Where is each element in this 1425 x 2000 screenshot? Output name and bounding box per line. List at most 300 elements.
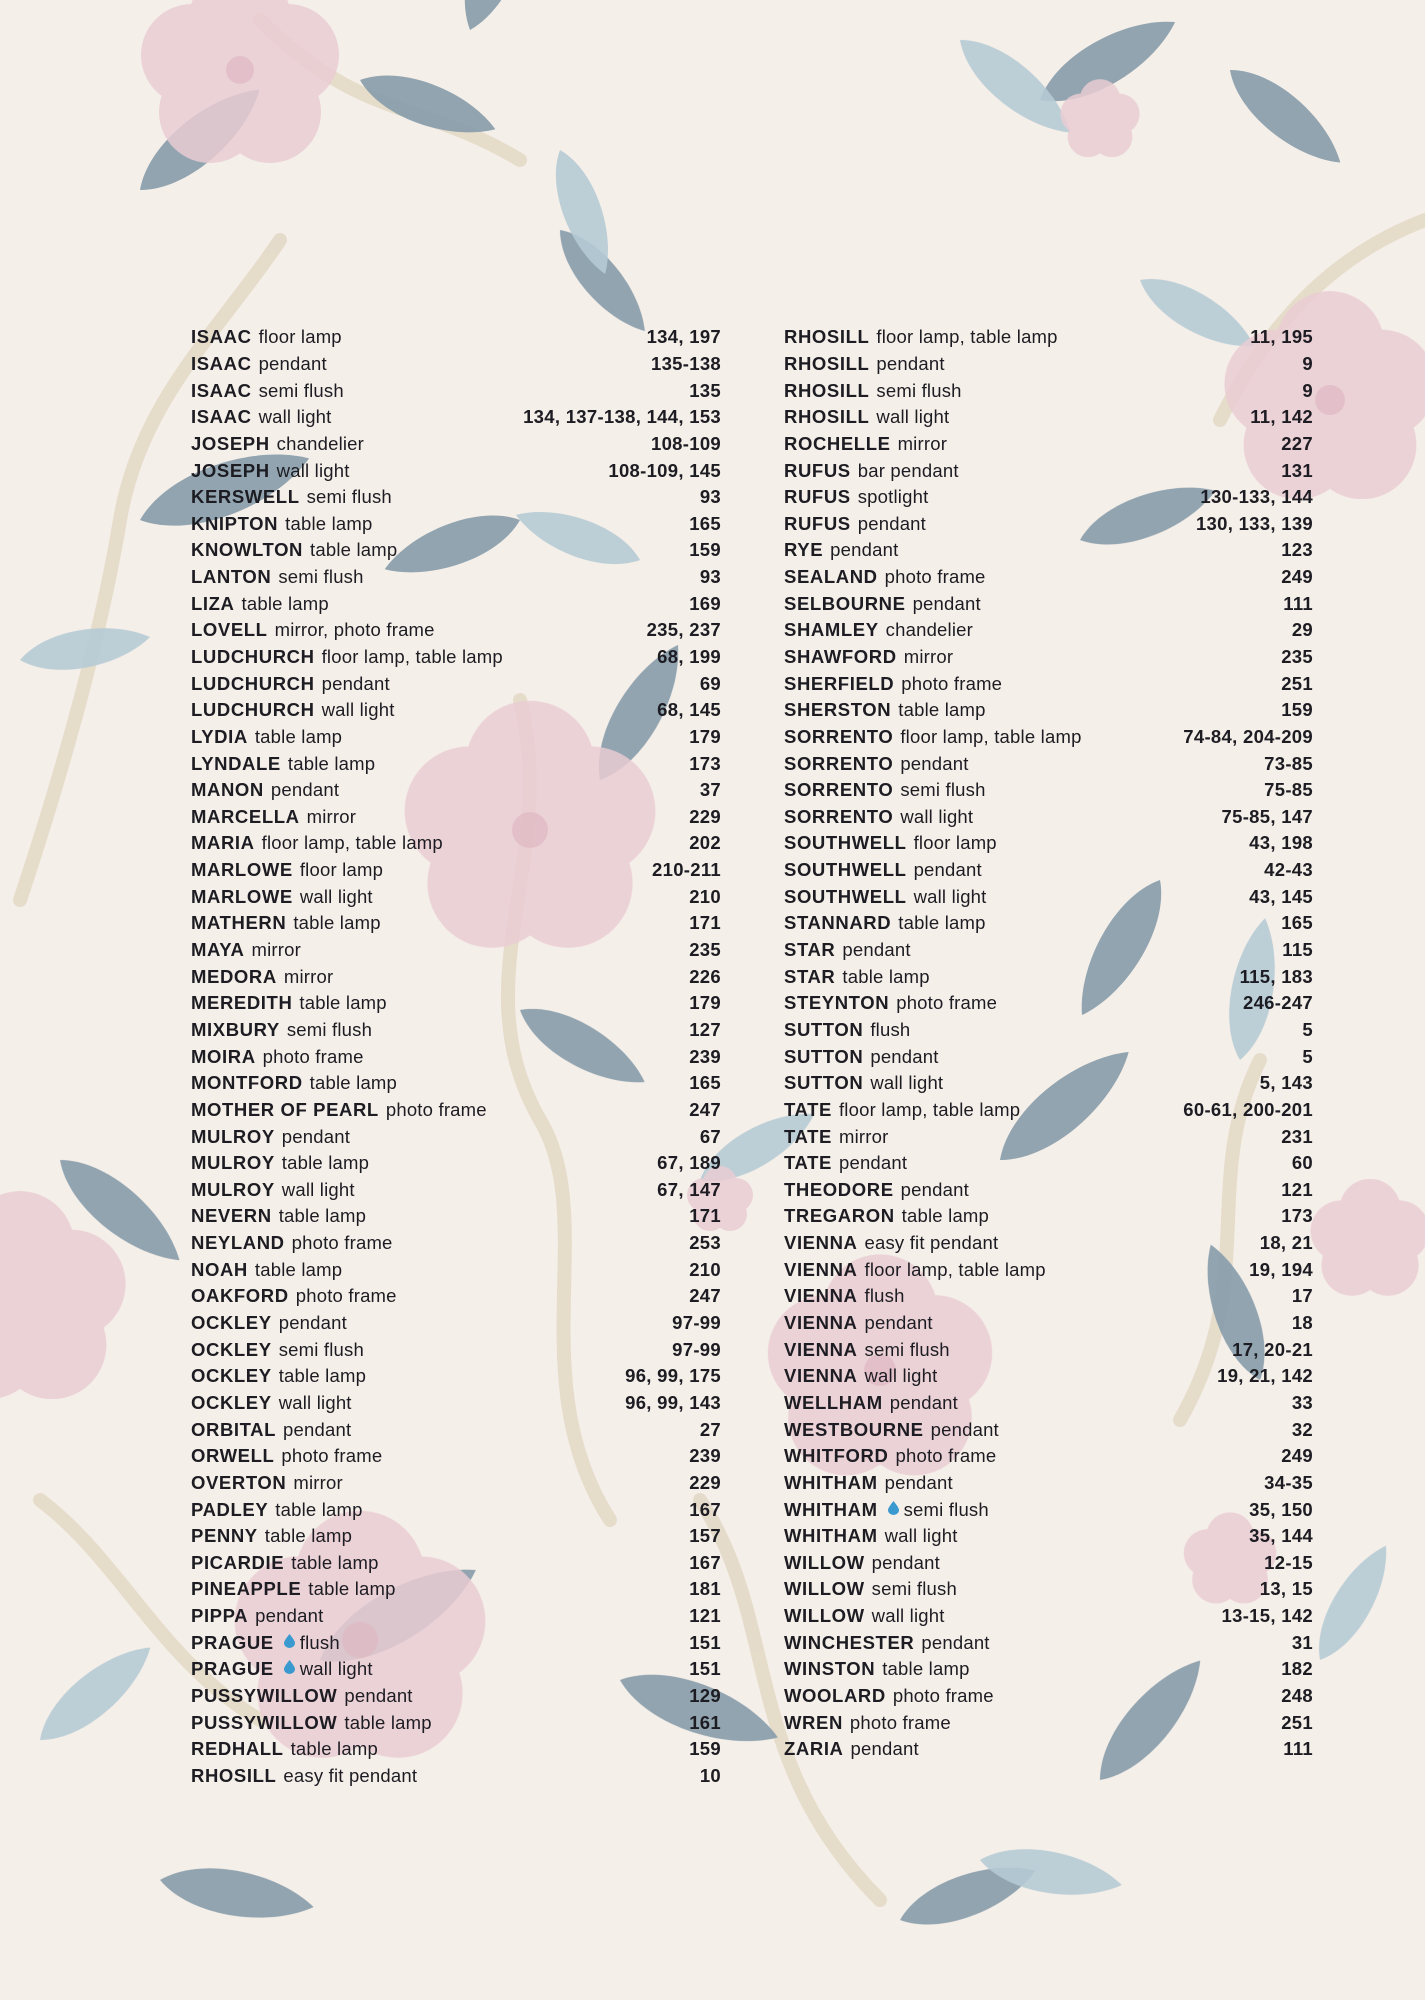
entry-label: [784, 378, 962, 404]
page-numbers: 253: [689, 1232, 721, 1254]
page-numbers: 202: [689, 832, 721, 854]
page-numbers: 75-85: [1264, 779, 1313, 801]
index-entry: [784, 1283, 1313, 1310]
bathroom-droplet-icon: [284, 1656, 295, 1682]
index-entry: [191, 1443, 721, 1470]
index-entry: [191, 1336, 721, 1363]
product-name: JOSEPH: [191, 459, 270, 481]
entry-label: [191, 1124, 350, 1150]
product-type: mirror: [293, 1471, 343, 1493]
entry-label: [784, 351, 945, 377]
product-type: table lamp: [898, 699, 986, 721]
product-type: pendant: [913, 859, 982, 881]
product-name: SORRENTO: [784, 805, 894, 827]
entry-label: [191, 1203, 366, 1229]
product-name: SOUTHWELL: [784, 832, 907, 854]
index-entry: [191, 857, 721, 884]
index-entry: [191, 1097, 721, 1124]
product-type: easy fit pendant: [864, 1232, 999, 1254]
page-numbers: 29: [1291, 619, 1313, 641]
product-type: bar pendant: [857, 459, 959, 481]
entry-label: [191, 324, 342, 350]
entry-label: [784, 937, 911, 963]
product-name: PUSSYWILLOW: [191, 1711, 338, 1733]
product-type: wall light: [258, 406, 332, 428]
product-type: semi flush: [864, 1338, 950, 1360]
product-type: table lamp: [281, 1152, 370, 1174]
product-name: SELBOURNE: [784, 592, 906, 614]
entry-label: [784, 484, 928, 510]
page-numbers: 246-247: [1243, 992, 1313, 1014]
page-numbers: 67, 147: [657, 1178, 721, 1200]
index-entry: [191, 1256, 721, 1283]
product-name: PUSSYWILLOW: [191, 1684, 338, 1706]
index-entry: [784, 1576, 1313, 1603]
product-type: pendant: [912, 592, 981, 614]
entry-label: [191, 1017, 372, 1043]
entry-label: [191, 1710, 432, 1736]
product-name: RUFUS: [784, 486, 851, 508]
index-entry: [784, 670, 1313, 697]
product-type: floor lamp, table lamp: [321, 646, 503, 667]
index-entry: [784, 617, 1313, 644]
entry-label: [191, 1310, 347, 1336]
entry-label: [191, 1683, 413, 1709]
product-type: table lamp: [285, 512, 373, 534]
index-entry: [784, 1390, 1313, 1417]
product-name: MARCELLA: [191, 805, 300, 827]
product-name: RYE: [784, 539, 824, 561]
product-type: flush: [864, 1285, 905, 1307]
index-entry: [191, 937, 721, 964]
entry-label: [784, 644, 953, 670]
product-type: wall light: [299, 1658, 373, 1680]
product-name: MOIRA: [191, 1045, 256, 1067]
index-entry: [191, 670, 721, 697]
page-numbers: 97-99: [672, 1312, 721, 1334]
entry-label: [191, 937, 301, 963]
index-entry: [191, 617, 721, 644]
product-type: floor lamp, table lamp: [876, 326, 1058, 348]
product-name: MIXBURY: [191, 1018, 280, 1040]
page-numbers: 60-61, 200-201: [1183, 1098, 1313, 1120]
entry-label: [784, 1097, 1020, 1123]
page-numbers: 239: [689, 1445, 721, 1467]
page-numbers: 229: [689, 805, 721, 827]
page-numbers: 173: [1281, 1205, 1313, 1227]
product-type: table lamp: [290, 1738, 378, 1760]
index-entry: [784, 750, 1313, 777]
product-name: WILLOW: [784, 1578, 865, 1600]
product-type: wall light: [864, 1365, 938, 1387]
page-numbers: 127: [689, 1018, 721, 1040]
page-numbers: 134, 137-138, 144, 153: [523, 406, 721, 428]
index-entry: [191, 484, 721, 511]
product-name: MOTHER OF PEARL: [191, 1098, 379, 1120]
product-type: table lamp: [299, 992, 387, 1014]
page-numbers: 37: [699, 779, 721, 801]
product-name: SHAMLEY: [784, 619, 879, 641]
page-numbers: 27: [699, 1418, 721, 1440]
product-type: flush: [870, 1018, 911, 1040]
index-entry: [784, 963, 1313, 990]
index-entry: [191, 1470, 721, 1497]
product-type: photo frame: [896, 992, 998, 1014]
page-numbers: 157: [689, 1525, 721, 1547]
product-name: ISAAC: [191, 406, 252, 428]
product-name: VIENNA: [784, 1338, 858, 1360]
page-numbers: 12-15: [1264, 1551, 1313, 1573]
entry-label: [191, 1523, 352, 1549]
product-name: PRAGUE: [191, 1631, 274, 1653]
product-name: VIENNA: [784, 1312, 858, 1334]
page-numbers: 73-85: [1264, 752, 1313, 774]
index-entry: [191, 1576, 721, 1603]
page-numbers: 249: [1281, 566, 1313, 588]
entry-label: [784, 751, 969, 777]
page-numbers: 43, 198: [1249, 832, 1313, 854]
page-numbers: 161: [689, 1711, 721, 1733]
product-type: photo frame: [895, 1445, 997, 1467]
product-name: MONTFORD: [191, 1072, 303, 1094]
product-type: table lamp: [275, 1498, 363, 1520]
page-numbers: 179: [689, 992, 721, 1014]
product-type: chandelier: [276, 432, 365, 454]
page-numbers: 97-99: [672, 1338, 721, 1360]
product-name: ORBITAL: [191, 1418, 277, 1440]
page-numbers: 134, 197: [646, 326, 721, 348]
index-entry: [191, 1177, 721, 1204]
entry-label: [784, 830, 997, 856]
page-numbers: 93: [699, 486, 721, 508]
entry-label: [191, 1470, 343, 1496]
entry-label: [784, 404, 949, 430]
index-entry: [191, 1230, 721, 1257]
page-numbers: 210: [689, 1258, 721, 1280]
product-name: JOSEPH: [191, 432, 270, 454]
entry-label: [784, 697, 986, 723]
product-name: SOUTHWELL: [784, 859, 907, 881]
product-name: SOUTHWELL: [784, 885, 907, 907]
entry-label: [784, 1656, 970, 1682]
product-name: REDHALL: [191, 1738, 284, 1760]
page-numbers: 74-84, 204-209: [1183, 725, 1313, 747]
entry-label: [191, 1550, 379, 1576]
entry-label: [784, 1523, 958, 1549]
entry-label: [784, 990, 997, 1016]
entry-label: [191, 671, 390, 697]
entry-label: [191, 1443, 382, 1469]
entry-label: [784, 591, 981, 617]
entry-label: [191, 1363, 366, 1389]
product-type: easy fit pendant: [283, 1764, 418, 1786]
index-entry: [784, 1230, 1313, 1257]
product-type: table lamp: [901, 1205, 990, 1227]
entry-label: [784, 537, 898, 563]
product-type: semi flush: [258, 379, 344, 401]
product-name: LOVELL: [191, 619, 268, 641]
product-name: THEODORE: [784, 1178, 894, 1200]
entry-label: [784, 1603, 945, 1629]
product-type: table lamp: [254, 725, 343, 747]
entry-label: [784, 671, 1002, 697]
product-type: photo frame: [281, 1445, 383, 1467]
index-entry: [191, 1070, 721, 1097]
product-name: OCKLEY: [191, 1312, 272, 1334]
bathroom-droplet-icon: [284, 1630, 295, 1656]
product-type: pendant: [884, 1471, 953, 1493]
page-numbers: 135: [689, 379, 721, 401]
page-numbers: 167: [689, 1498, 721, 1520]
page-numbers: 210: [689, 885, 721, 907]
product-type: pendant: [283, 1418, 352, 1440]
index-entry: [784, 1656, 1313, 1683]
product-name: ISAAC: [191, 352, 252, 374]
index-entry: [191, 750, 721, 777]
index-entry: [191, 1043, 721, 1070]
product-name: OCKLEY: [191, 1338, 272, 1360]
page-numbers: 96, 99, 175: [625, 1365, 721, 1387]
product-name: MANON: [191, 779, 264, 801]
page-numbers: 68, 145: [657, 699, 721, 721]
product-name: LANTON: [191, 566, 272, 588]
product-name: STAR: [784, 939, 836, 961]
product-name: MARLOWE: [191, 885, 293, 907]
index-entry: [784, 457, 1313, 484]
product-type: floor lamp, table lamp: [261, 832, 443, 854]
product-name: SORRENTO: [784, 752, 894, 774]
page-numbers: 35, 150: [1249, 1498, 1313, 1520]
index-entry: [191, 1363, 721, 1390]
entry-label: [191, 1576, 396, 1602]
product-type: photo frame: [295, 1285, 397, 1307]
page-numbers: 227: [1281, 432, 1313, 454]
index-entry: [784, 1150, 1313, 1177]
product-type: table lamp: [241, 592, 329, 614]
index-entry: [191, 564, 721, 591]
product-type: mirror: [838, 1125, 889, 1147]
page-numbers: 11, 142: [1250, 406, 1313, 428]
entry-label: [191, 751, 375, 777]
entry-label: [784, 1070, 943, 1096]
entry-label: [191, 378, 344, 404]
product-type: semi flush: [306, 486, 392, 508]
product-name: SHAWFORD: [784, 646, 897, 667]
index-entry: [191, 377, 721, 404]
product-type: semi flush: [286, 1018, 373, 1040]
entry-label: [784, 511, 926, 537]
product-name: STANNARD: [784, 912, 892, 934]
page-numbers: 235: [1281, 646, 1313, 667]
product-name: WINCHESTER: [784, 1631, 915, 1653]
index-entry: [784, 1603, 1313, 1630]
index-entry: [784, 324, 1313, 351]
page-numbers: 5: [1302, 1018, 1313, 1040]
product-type: semi flush: [876, 379, 962, 401]
index-entry: [784, 1336, 1313, 1363]
product-type: pendant: [830, 539, 899, 561]
page-numbers: 31: [1291, 1631, 1313, 1653]
product-name: WHITHAM: [784, 1471, 878, 1493]
entry-label: [784, 324, 1058, 350]
entry-label: [191, 1736, 378, 1762]
product-name: OCKLEY: [191, 1391, 272, 1413]
page-numbers: 67, 189: [657, 1152, 721, 1174]
product-name: WREN: [784, 1711, 843, 1733]
entry-label: [784, 1550, 940, 1576]
product-name: RHOSILL: [784, 379, 870, 401]
product-type: mirror: [251, 939, 301, 961]
page-numbers: 179: [689, 725, 721, 747]
product-name: KERSWELL: [191, 486, 300, 508]
index-entry: [191, 1656, 721, 1683]
index-entry: [784, 697, 1313, 724]
page-numbers: 247: [689, 1285, 721, 1307]
product-name: RUFUS: [784, 459, 851, 481]
page-numbers: 60: [1291, 1152, 1313, 1174]
product-type: mirror: [306, 805, 357, 827]
product-name: MARLOWE: [191, 859, 293, 881]
page-numbers: 159: [1281, 699, 1313, 721]
product-type: floor lamp: [913, 832, 997, 854]
entry-label: [784, 1177, 969, 1203]
index-entry: [784, 990, 1313, 1017]
entry-label: [191, 1177, 355, 1203]
page-numbers: 121: [689, 1605, 721, 1627]
index-entry: [784, 1310, 1313, 1337]
index-entry: [191, 1390, 721, 1417]
product-name: ORWELL: [191, 1445, 275, 1467]
page-numbers: 75-85, 147: [1221, 805, 1313, 827]
product-type: table lamp: [842, 965, 930, 987]
product-type: pendant: [850, 1738, 919, 1760]
entry-label: [784, 1230, 998, 1256]
product-name: RHOSILL: [784, 326, 870, 348]
index-entry: [191, 830, 721, 857]
page-numbers: 17: [1291, 1285, 1313, 1307]
index-entry: [784, 1043, 1313, 1070]
product-type: pendant: [930, 1418, 999, 1440]
product-name: OAKFORD: [191, 1285, 289, 1307]
entry-label: [191, 1630, 340, 1656]
product-type: photo frame: [849, 1711, 951, 1733]
entry-label: [191, 830, 443, 856]
page-numbers: 169: [689, 592, 721, 614]
product-type: semi flush: [900, 779, 986, 801]
index-entry: [191, 1150, 721, 1177]
index-entry: [191, 883, 721, 910]
product-name: NEYLAND: [191, 1232, 285, 1254]
product-type: photo frame: [884, 566, 986, 588]
index-entry: [191, 1416, 721, 1443]
product-name: TATE: [784, 1098, 832, 1120]
product-type: photo frame: [262, 1045, 364, 1067]
entry-label: [191, 1763, 417, 1789]
product-name: RHOSILL: [191, 1764, 277, 1786]
product-type: pendant: [876, 352, 945, 374]
page-numbers: 251: [1281, 672, 1313, 694]
entry-label: [784, 617, 973, 643]
product-type: table lamp: [287, 752, 376, 774]
page-numbers: 5, 143: [1259, 1072, 1313, 1094]
page-numbers: 33: [1291, 1391, 1313, 1413]
page-numbers: 151: [689, 1658, 721, 1680]
entry-label: [191, 1417, 351, 1443]
index-entry: [784, 1123, 1313, 1150]
page-numbers: 32: [1291, 1418, 1313, 1440]
product-type: pendant: [270, 779, 340, 801]
entry-label: [191, 404, 332, 430]
page-numbers: 159: [689, 1738, 721, 1760]
index-entry: [191, 1283, 721, 1310]
entry-label: [784, 1363, 937, 1389]
page-numbers: 18: [1291, 1312, 1313, 1334]
product-type: table lamp: [882, 1658, 970, 1680]
index-entry: [784, 564, 1313, 591]
entry-label: [784, 1683, 994, 1709]
page-numbers: 171: [689, 1205, 721, 1227]
product-name: KNOWLTON: [191, 539, 304, 561]
product-name: LYDIA: [191, 725, 248, 747]
index-entry: [784, 937, 1313, 964]
product-type: mirror: [897, 432, 948, 454]
product-type: floor lamp, table lamp: [838, 1098, 1021, 1120]
index-entry: [784, 510, 1313, 537]
product-type: spotlight: [857, 486, 929, 508]
page-numbers: 111: [1283, 592, 1313, 614]
index-entry: [191, 1763, 721, 1790]
page-numbers: 171: [689, 912, 721, 934]
page-numbers: 5: [1302, 1045, 1313, 1067]
entry-label: [191, 431, 364, 457]
page-numbers: 115: [1282, 939, 1313, 961]
index-entry: [784, 883, 1313, 910]
product-name: MULROY: [191, 1152, 275, 1174]
index-entry: [784, 1523, 1313, 1550]
entry-label: [191, 564, 364, 590]
entry-label: [784, 431, 947, 457]
product-type: pendant: [900, 752, 969, 774]
product-type: semi flush: [278, 1338, 364, 1360]
entry-label: [784, 884, 987, 910]
page-numbers: 19, 21, 142: [1217, 1365, 1313, 1387]
page-numbers: 108-109, 145: [608, 459, 721, 481]
product-type: chandelier: [885, 619, 974, 641]
page-numbers: 35, 144: [1249, 1525, 1313, 1547]
entry-label: [784, 1497, 989, 1523]
index-entry: [784, 1070, 1313, 1097]
product-name: WHITHAM: [784, 1498, 878, 1520]
product-type: pendant: [857, 512, 927, 534]
index-entry: [784, 724, 1313, 751]
entry-label: [191, 617, 435, 643]
product-type: wall light: [900, 805, 974, 827]
index-entry: [191, 963, 721, 990]
entry-label: [191, 724, 342, 750]
index-entry: [191, 1629, 721, 1656]
product-name: RUFUS: [784, 512, 851, 534]
product-name: LUDCHURCH: [191, 699, 315, 721]
product-type: mirror, photo frame: [274, 619, 435, 641]
page-numbers: 10: [699, 1764, 721, 1786]
product-type: pendant: [864, 1312, 933, 1334]
index-entry: [191, 1310, 721, 1337]
page-numbers: 235, 237: [646, 619, 721, 641]
entry-label: [784, 1044, 939, 1070]
product-type: table lamp: [278, 1365, 367, 1387]
page-numbers: 130, 133, 139: [1195, 512, 1313, 534]
index-entry: [784, 804, 1313, 831]
